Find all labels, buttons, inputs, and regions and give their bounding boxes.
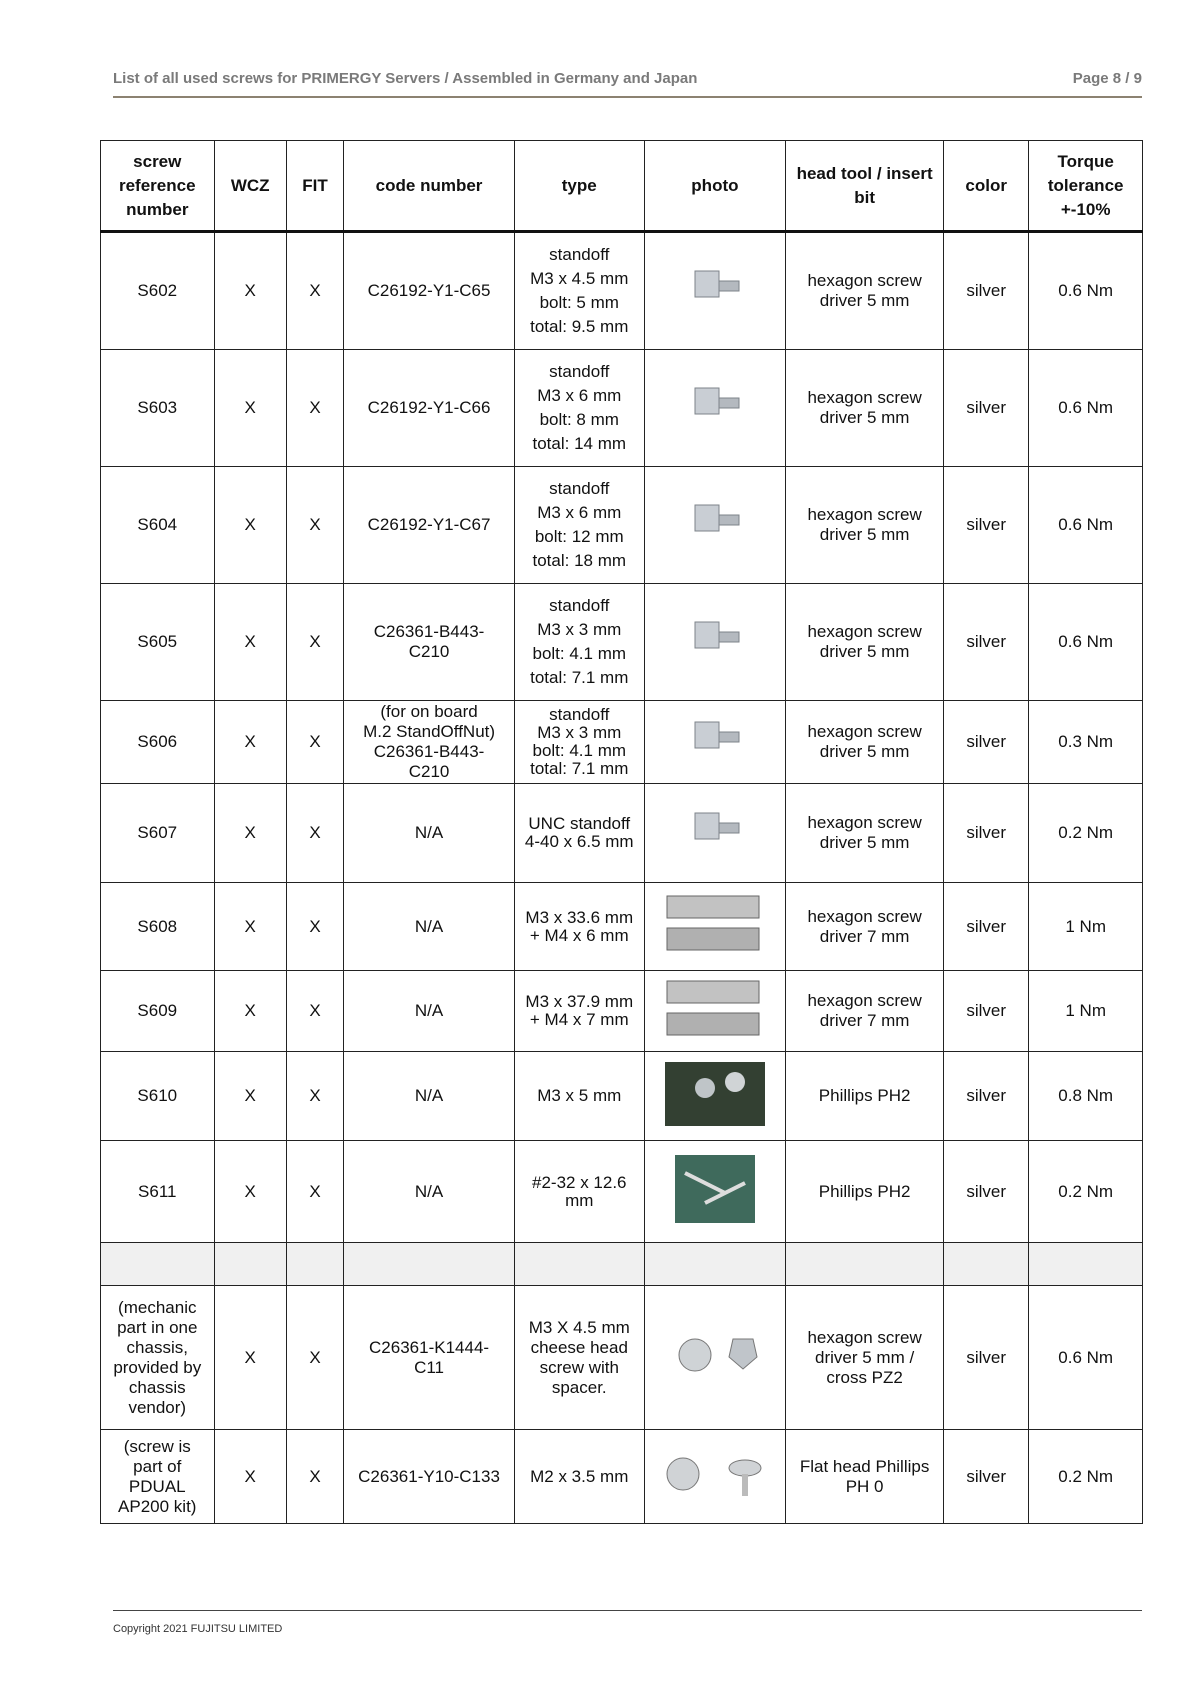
screw-ref-cell <box>101 1286 215 1430</box>
screw-ref-cell: S608 <box>101 883 215 971</box>
photo-cell <box>644 971 786 1052</box>
screw-ref-cell: S604 <box>101 467 215 584</box>
cell-line: M3 X 4.5 mm <box>528 1317 630 1337</box>
page-number: Page 8 / 9 <box>1072 70 1142 87</box>
cell-line: bolt: 4.1 mm <box>532 741 627 760</box>
head-tool-cell <box>786 784 944 883</box>
cell-line: bolt: 12 mm <box>534 527 624 546</box>
cell-line: screw with <box>539 1357 619 1377</box>
screw-ref-cell: S607 <box>101 784 215 883</box>
screw-table <box>100 140 1143 1524</box>
head-tool-cell <box>786 1141 944 1243</box>
code-number-cell <box>344 584 515 701</box>
type-cell <box>514 1052 644 1141</box>
cell-line: hexagon screw <box>807 388 922 407</box>
wcz-cell: X <box>214 350 286 467</box>
fit-cell: X <box>286 701 343 784</box>
wcz-cell: X <box>214 584 286 701</box>
cell-line: hexagon screw <box>807 813 922 832</box>
color-cell: silver <box>943 971 1028 1052</box>
screw-photo <box>655 795 775 872</box>
cell-line: 4-40 x 6.5 mm <box>524 832 634 851</box>
head-tool-cell <box>786 584 944 701</box>
code-number-cell <box>344 701 515 784</box>
code-number-cell: N/A <box>344 1052 515 1141</box>
cell-line: provided by <box>113 1357 202 1377</box>
screw-photo <box>655 604 775 681</box>
torque-cell: 0.8 Nm <box>1029 1052 1143 1141</box>
torque-cell: 0.2 Nm <box>1029 1430 1143 1524</box>
screw-photo <box>655 704 775 781</box>
color-cell: silver <box>943 1286 1028 1430</box>
color-cell: silver <box>943 584 1028 701</box>
screw-photo <box>655 973 775 1050</box>
cell-line: PDUAL <box>128 1476 186 1496</box>
photo-cell <box>644 883 786 971</box>
wcz-cell: X <box>214 971 286 1052</box>
empty-cell <box>214 1243 286 1286</box>
screw-ref-cell: S603 <box>101 350 215 467</box>
cell-line: (for on board <box>380 702 478 721</box>
code-number-cell <box>344 1286 515 1430</box>
screw-ref-cell: S602 <box>101 232 215 350</box>
cell-line: #2-32 x 12.6 <box>532 1172 627 1192</box>
screw-photo <box>655 487 775 564</box>
cell-line: driver 5 mm <box>819 642 910 661</box>
cell-line: M3 x 6 mm <box>537 386 622 405</box>
table-row <box>101 883 1143 971</box>
torque-cell: 0.6 Nm <box>1029 350 1143 467</box>
color-cell: silver <box>943 350 1028 467</box>
wcz-cell: X <box>214 232 286 350</box>
type-cell <box>514 584 644 701</box>
fit-cell: X <box>286 1286 343 1430</box>
color-cell: silver <box>943 467 1028 584</box>
empty-cell <box>644 1243 786 1286</box>
cell-line: driver 5 mm <box>819 525 910 544</box>
type-cell <box>514 350 644 467</box>
cell-line: hexagon screw <box>807 991 922 1010</box>
empty-cell <box>786 1243 944 1286</box>
head-tool-cell <box>786 883 944 971</box>
empty-cell <box>1029 1243 1143 1286</box>
cell-line: M3 x 4.5 mm <box>530 269 629 288</box>
torque-cell: 0.3 Nm <box>1029 701 1143 784</box>
cell-line: bolt: 5 mm <box>539 293 619 312</box>
cell-line: hexagon screw <box>807 722 922 741</box>
color-cell: silver <box>943 701 1028 784</box>
document-title: List of all used screws for PRIMERGY Servers / Assembled in Germany and Japan <box>113 70 698 87</box>
table-row <box>101 232 1143 350</box>
col-type-header: type <box>514 141 644 232</box>
photo-cell <box>644 1052 786 1141</box>
cell-line: total: 9.5 mm <box>530 317 629 336</box>
empty-cell <box>344 1243 515 1286</box>
code-number-cell: N/A <box>344 971 515 1052</box>
color-cell: silver <box>943 1430 1028 1524</box>
screw-photo <box>655 1058 775 1135</box>
cell-line: driver 5 mm <box>819 408 910 427</box>
cell-line: part of <box>133 1456 182 1476</box>
table-row <box>101 784 1143 883</box>
cell-line: part in one <box>117 1317 198 1337</box>
photo-cell <box>644 1430 786 1524</box>
photo-cell <box>644 232 786 350</box>
col-tool-header: head tool / insert bit <box>786 141 944 232</box>
type-cell <box>514 1430 644 1524</box>
table-row <box>101 1430 1143 1524</box>
page-footer <box>113 1610 1142 1635</box>
type-cell <box>514 232 644 350</box>
torque-cell: 0.6 Nm <box>1029 1286 1143 1430</box>
cell-line: C26361-K1444- <box>369 1337 490 1357</box>
fit-cell: X <box>286 467 343 584</box>
fit-cell: X <box>286 1430 343 1524</box>
code-number-cell: C26192-Y1-C67 <box>344 467 515 584</box>
col-wcz-header: WCZ <box>214 141 286 232</box>
photo-cell <box>644 1286 786 1430</box>
cell-line: M3 x 37.9 mm <box>525 992 634 1011</box>
type-cell <box>514 784 644 883</box>
cell-line: standoff <box>549 245 610 264</box>
screw-photo <box>655 888 775 965</box>
photo-cell <box>644 467 786 584</box>
cell-line: C26361-B443- <box>373 742 485 761</box>
cell-line: (screw is <box>123 1436 191 1456</box>
color-cell: silver <box>943 784 1028 883</box>
cell-line: C210 <box>408 762 450 781</box>
wcz-cell: X <box>214 701 286 784</box>
page-header <box>113 68 1142 98</box>
table-row <box>101 1141 1143 1243</box>
type-cell <box>514 971 644 1052</box>
cell-line: C26361-B443- <box>373 622 485 641</box>
cell-line: C210 <box>408 642 450 661</box>
fit-cell: X <box>286 971 343 1052</box>
screw-ref-cell: S606 <box>101 701 215 784</box>
type-cell <box>514 1141 644 1243</box>
table-row <box>101 350 1143 467</box>
fit-cell: X <box>286 784 343 883</box>
color-cell: silver <box>943 232 1028 350</box>
head-tool-cell <box>786 1052 944 1141</box>
head-tool-cell <box>786 701 944 784</box>
code-number-cell: C26192-Y1-C66 <box>344 350 515 467</box>
cell-line: M3 x 3 mm <box>537 723 622 742</box>
wcz-cell: X <box>214 883 286 971</box>
cell-line: total: 14 mm <box>532 434 627 453</box>
code-number-cell: N/A <box>344 784 515 883</box>
photo-cell <box>644 584 786 701</box>
cell-line: driver 7 mm <box>819 1011 910 1030</box>
table-row <box>101 1286 1143 1430</box>
table-row <box>101 467 1143 584</box>
code-number-cell: C26361-Y10-C133 <box>344 1430 515 1524</box>
color-cell: silver <box>943 883 1028 971</box>
screw-ref-cell: S605 <box>101 584 215 701</box>
empty-cell <box>514 1243 644 1286</box>
fit-cell: X <box>286 1052 343 1141</box>
head-tool-cell <box>786 1286 944 1430</box>
fit-cell: X <box>286 1141 343 1243</box>
screw-photo <box>655 253 775 330</box>
cell-line: driver 7 mm <box>819 926 910 946</box>
cell-line: chassis, <box>126 1337 188 1357</box>
torque-cell: 1 Nm <box>1029 883 1143 971</box>
cell-line: M3 x 5 mm <box>537 1086 622 1105</box>
wcz-cell: X <box>214 1141 286 1243</box>
empty-cell <box>286 1243 343 1286</box>
photo-cell <box>644 1141 786 1243</box>
cell-line: total: 7.1 mm <box>530 759 629 778</box>
screw-ref-cell <box>101 1430 215 1524</box>
cell-line: UNC standoff <box>528 814 631 833</box>
screw-photo <box>655 1153 775 1230</box>
cell-line: total: 18 mm <box>532 551 627 570</box>
type-cell <box>514 467 644 584</box>
photo-cell <box>644 701 786 784</box>
cell-line: AP200 kit) <box>118 1496 197 1516</box>
col-photo-header: photo <box>644 141 786 232</box>
color-cell: silver <box>943 1052 1028 1141</box>
cell-line: mm <box>565 1190 594 1210</box>
cell-line: total: 7.1 mm <box>530 668 629 687</box>
col-torque-header: Torque tolerance +-10% <box>1029 141 1143 232</box>
cell-line: standoff <box>549 362 610 381</box>
empty-cell <box>943 1243 1028 1286</box>
cell-line: + M4 x 7 mm <box>529 1010 629 1029</box>
torque-cell: 0.6 Nm <box>1029 232 1143 350</box>
cell-line: standoff <box>549 705 610 724</box>
torque-cell: 0.6 Nm <box>1029 467 1143 584</box>
wcz-cell: X <box>214 784 286 883</box>
head-tool-cell <box>786 1430 944 1524</box>
wcz-cell: X <box>214 467 286 584</box>
cell-line: cheese head <box>530 1337 628 1357</box>
cell-line: hexagon screw <box>807 271 922 290</box>
fit-cell: X <box>286 232 343 350</box>
col-ref-header: screw reference number <box>101 141 215 232</box>
color-cell: silver <box>943 1141 1028 1243</box>
type-cell <box>514 1286 644 1430</box>
cell-line: driver 5 mm <box>819 742 910 761</box>
cell-line: driver 5 mm <box>819 291 910 310</box>
head-tool-cell <box>786 971 944 1052</box>
fit-cell: X <box>286 350 343 467</box>
cell-line: M3 x 33.6 mm <box>525 907 634 927</box>
table-row <box>101 584 1143 701</box>
copyright-text: Copyright 2021 FUJITSU LIMITED <box>113 1623 283 1635</box>
cell-line: M3 x 3 mm <box>537 620 622 639</box>
cell-line: hexagon screw <box>807 505 922 524</box>
cell-line: vendor) <box>128 1397 187 1417</box>
cell-line: C11 <box>414 1357 445 1377</box>
cell-line: hexagon screw <box>807 622 922 641</box>
col-fit-header: FIT <box>286 141 343 232</box>
fit-cell: X <box>286 883 343 971</box>
code-number-cell: N/A <box>344 1141 515 1243</box>
head-tool-cell <box>786 467 944 584</box>
cell-line: driver 5 mm / <box>815 1347 915 1367</box>
code-number-cell: N/A <box>344 883 515 971</box>
cell-line: bolt: 4.1 mm <box>532 644 627 663</box>
head-tool-cell <box>786 232 944 350</box>
photo-cell <box>644 784 786 883</box>
table-row <box>101 971 1143 1052</box>
wcz-cell: X <box>214 1052 286 1141</box>
type-cell <box>514 701 644 784</box>
col-color-header: color <box>943 141 1028 232</box>
cell-line: (mechanic <box>118 1297 197 1317</box>
wcz-cell: X <box>214 1430 286 1524</box>
photo-cell <box>644 350 786 467</box>
cell-line: cross PZ2 <box>826 1367 903 1387</box>
table-row <box>101 701 1143 784</box>
screw-ref-cell: S609 <box>101 971 215 1052</box>
cell-line: standoff <box>549 479 610 498</box>
col-code-header: code number <box>344 141 515 232</box>
cell-line: standoff <box>549 596 610 615</box>
cell-line: Flat head Phillips <box>799 1456 930 1476</box>
cell-line: hexagon screw <box>807 1327 922 1347</box>
cell-line: spacer. <box>551 1377 607 1397</box>
code-number-cell: C26192-Y1-C65 <box>344 232 515 350</box>
wcz-cell: X <box>214 1286 286 1430</box>
type-cell <box>514 883 644 971</box>
cell-line: M3 x 6 mm <box>537 503 622 522</box>
cell-line: driver 5 mm <box>819 833 910 852</box>
torque-cell: 0.2 Nm <box>1029 784 1143 883</box>
screw-ref-cell: S611 <box>101 1141 215 1243</box>
cell-line: Phillips PH2 <box>818 1086 911 1105</box>
cell-line: Phillips PH2 <box>818 1181 911 1201</box>
cell-line: PH 0 <box>845 1476 884 1496</box>
screw-ref-cell: S610 <box>101 1052 215 1141</box>
torque-cell: 0.2 Nm <box>1029 1141 1143 1243</box>
cell-line: bolt: 8 mm <box>539 410 619 429</box>
table-row-empty <box>101 1243 1143 1286</box>
cell-line: hexagon screw <box>807 906 922 926</box>
cell-line: + M4 x 6 mm <box>529 925 629 945</box>
screw-photo <box>655 1319 775 1396</box>
screw-photo <box>655 370 775 447</box>
table-row <box>101 1052 1143 1141</box>
torque-cell: 0.6 Nm <box>1029 584 1143 701</box>
empty-cell <box>101 1243 215 1286</box>
table-header-row <box>101 141 1143 232</box>
screw-photo <box>655 1438 775 1515</box>
fit-cell: X <box>286 584 343 701</box>
cell-line: chassis <box>128 1377 186 1397</box>
head-tool-cell <box>786 350 944 467</box>
torque-cell: 1 Nm <box>1029 971 1143 1052</box>
cell-line: M2 x 3.5 mm <box>530 1466 629 1486</box>
cell-line: M.2 StandOffNut) <box>363 722 496 741</box>
